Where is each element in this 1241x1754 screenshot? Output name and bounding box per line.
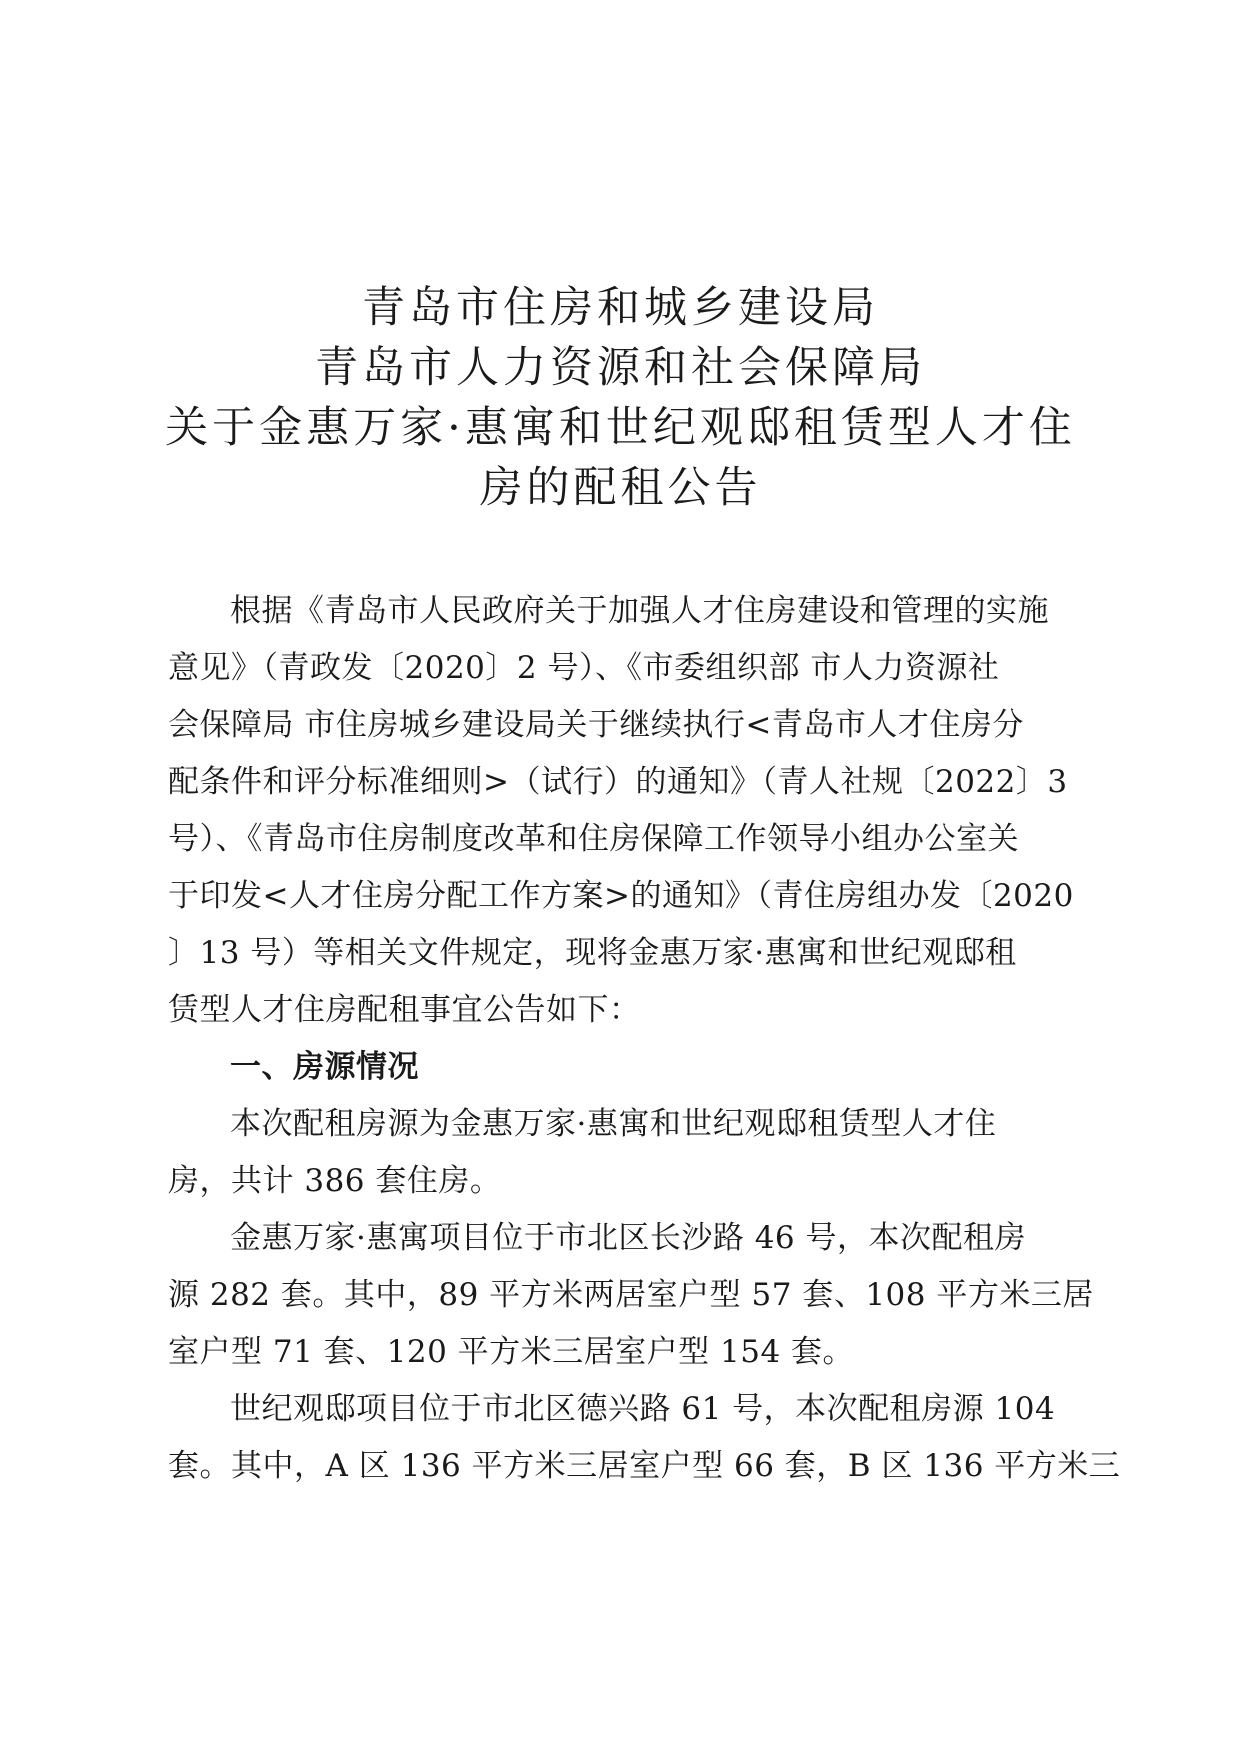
paragraph-line: 源 282 套。其中，89 平方米两居室户型 57 套、108 平方米三居 <box>168 1277 1094 1313</box>
paragraph-line: 赁型人才住房配租事宜公告如下： <box>168 992 641 1028</box>
paragraph-line: 配条件和评分标准细则>（试行）的通知》（青人社规〔2022〕3 <box>168 764 1068 800</box>
document-body <box>168 583 1121 1495</box>
paragraph-line: 于印发<人才住房分配工作方案>的通知》（青住房组办发〔2020 <box>168 878 1074 914</box>
paragraph-line: 金惠万家·惠寓项目位于市北区长沙路 46 号，本次配租房 <box>230 1220 1027 1256</box>
title-line-subject-1: 关于金惠万家·惠寓和世纪观邸租赁型人才住 <box>165 403 1076 453</box>
paragraph-line: 〕13 号）等相关文件规定，现将金惠万家·惠寓和世纪观邸租 <box>168 935 1017 971</box>
paragraph-line: 会保障局 市住房城乡建设局关于继续执行<青岛市人才住房分 <box>168 707 1024 743</box>
paragraph-line: 房，共计 386 套住房。 <box>168 1163 502 1199</box>
title-line-issuer-1: 青岛市住房和城乡建设局 <box>362 283 879 333</box>
paragraph-line: 室户型 71 套、120 平方米三居室户型 154 套。 <box>168 1334 855 1370</box>
paragraph-line: 根据《青岛市人民政府关于加强人才住房建设和管理的实施 <box>230 593 1049 629</box>
section-heading: 一、房源情况 <box>230 1049 419 1085</box>
paragraph-line: 世纪观邸项目位于市北区德兴路 61 号，本次配租房源 104 <box>230 1391 1056 1427</box>
paragraph-line: 本次配租房源为金惠万家·惠寓和世纪观邸租赁型人才住 <box>230 1106 997 1142</box>
project-jinhui-paragraph <box>168 1210 1094 1381</box>
document-title <box>150 278 1091 518</box>
intro-paragraph <box>168 583 1074 1039</box>
title-line-issuer-2: 青岛市人力资源和社会保障局 <box>315 343 926 393</box>
title-line-subject-2: 房的配租公告 <box>479 463 762 513</box>
housing-summary-paragraph <box>168 1096 1074 1210</box>
paragraph-line: 号）、《青岛市住房制度改革和住房保障工作领导小组办公室关 <box>168 821 1019 857</box>
project-shiji-paragraph <box>168 1381 1121 1495</box>
paragraph-line: 套。其中，A 区 136 平方米三居室户型 66 套，B 区 136 平方米三 <box>168 1448 1121 1484</box>
paragraph-line: 意见》（青政发〔2020〕2 号）、《市委组织部 市人力资源社 <box>168 650 1000 686</box>
